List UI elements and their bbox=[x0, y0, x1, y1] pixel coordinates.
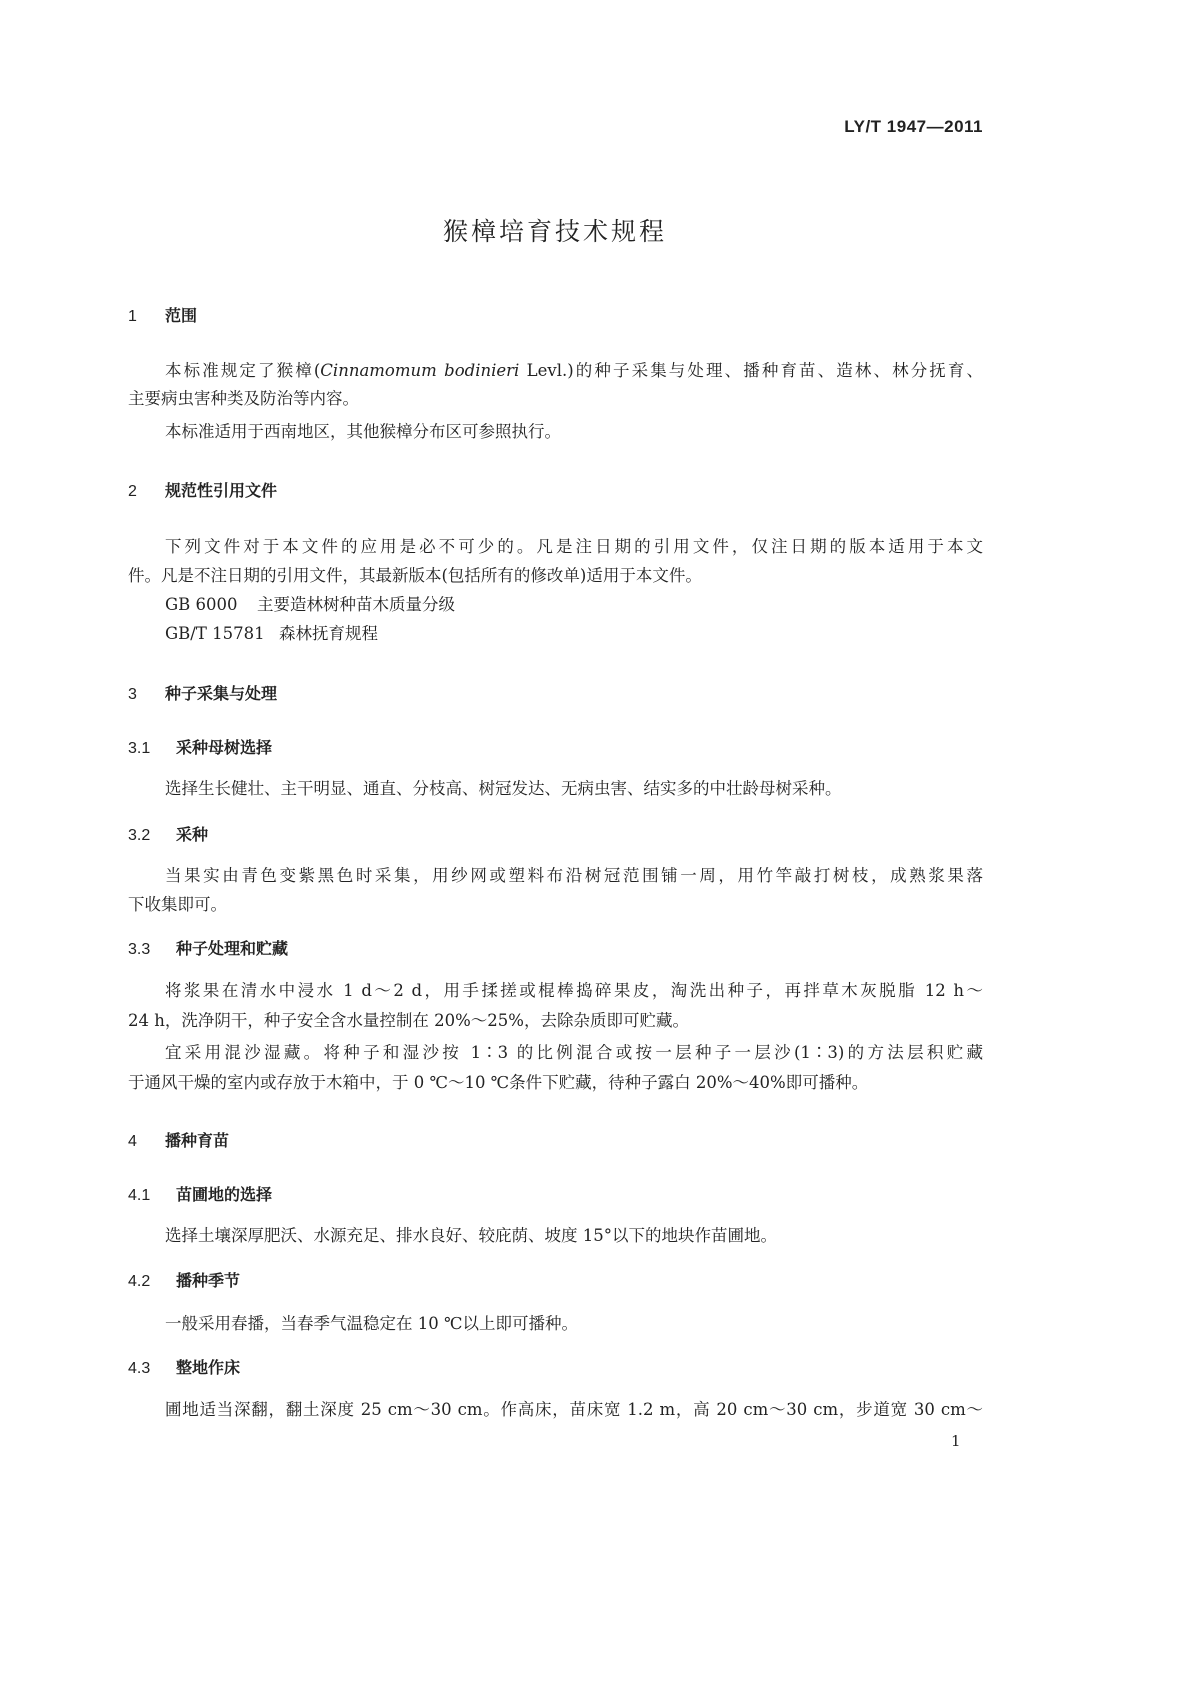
section-title: 苗圃地的选择 bbox=[176, 1185, 273, 1204]
section-title: 整地作床 bbox=[176, 1358, 241, 1377]
reference-code: GB 6000 bbox=[165, 595, 238, 614]
section-title: 范围 bbox=[165, 306, 198, 325]
paragraph-line: 件。凡是不注日期的引用文件，其最新版本(包括所有的修改单)适用于本文件。 bbox=[128, 566, 702, 585]
section-heading-4 bbox=[128, 1128, 229, 1151]
standard-number: LY/T 1947—2011 bbox=[844, 117, 983, 136]
section-number: 3.3 bbox=[128, 941, 151, 958]
reference-title: 森林抚育规程 bbox=[279, 624, 378, 643]
reference-item bbox=[165, 594, 455, 616]
section-number: 3 bbox=[128, 686, 137, 703]
section-number: 4.1 bbox=[128, 1187, 151, 1204]
paragraph-line: 本标准适用于西南地区，其他猴樟分布区可参照执行。 bbox=[165, 422, 561, 441]
reference-item bbox=[165, 623, 378, 645]
paragraph-line: 选择土壤深厚肥沃、水源充足、排水良好、较庇荫、坡度 15°以下的地块作苗圃地。 bbox=[165, 1226, 777, 1245]
section-heading-4-1 bbox=[128, 1182, 272, 1205]
paragraph-line: 下列文件对于本文件的应用是必不可少的。凡是注日期的引用文件，仅注日期的版本适用于本文 bbox=[165, 537, 983, 556]
section-heading-4-3 bbox=[128, 1355, 240, 1378]
section-number: 4.2 bbox=[128, 1273, 151, 1290]
paragraph-line: 将浆果在清水中浸水 1 d～2 d，用手揉搓或棍棒捣碎果皮，淘洗出种子，再拌草木灰脱脂 12 h～ bbox=[165, 981, 983, 1000]
text: Levl.)的种子采集与处理、播种育苗、造林、林分抚育、 bbox=[519, 361, 984, 380]
section-title: 播种季节 bbox=[176, 1271, 241, 1290]
section-title: 种子处理和贮藏 bbox=[176, 939, 289, 958]
paragraph-line: 24 h，洗净阴干，种子安全含水量控制在 20%～25%，去除杂质即可贮藏。 bbox=[128, 1011, 689, 1030]
section-number: 1 bbox=[128, 308, 137, 325]
paragraph-line: 主要病虫害种类及防治等内容。 bbox=[128, 389, 359, 408]
section-heading-3-3 bbox=[128, 936, 288, 959]
section-title: 采种 bbox=[176, 825, 209, 844]
paragraph-line: 下收集即可。 bbox=[128, 895, 227, 914]
reference-code: GB/T 15781 bbox=[165, 624, 265, 643]
page-number: 1 bbox=[951, 1432, 961, 1450]
paragraph-line: 于通风干燥的室内或存放于木箱中，于 0 ℃～10 ℃条件下贮藏，待种子露白 20%～40%即可播种。 bbox=[128, 1073, 869, 1092]
section-title: 规范性引用文件 bbox=[165, 481, 278, 500]
section-title: 采种母树选择 bbox=[176, 738, 273, 757]
paragraph-line bbox=[165, 360, 983, 382]
section-number: 4.3 bbox=[128, 1360, 151, 1377]
document-title: 猴樟培育技术规程 bbox=[442, 217, 667, 246]
section-number: 3.1 bbox=[128, 740, 151, 757]
latin-name: Cinnamomum bodinieri bbox=[320, 361, 520, 380]
section-heading-1 bbox=[128, 303, 197, 326]
section-title: 播种育苗 bbox=[165, 1131, 230, 1150]
paragraph-line: 选择生长健壮、主干明显、通直、分枝高、树冠发达、无病虫害、结实多的中壮龄母树采种。 bbox=[165, 779, 842, 798]
section-heading-2 bbox=[128, 478, 277, 501]
reference-title: 主要造林树种苗木质量分级 bbox=[257, 595, 455, 614]
text: 本标准规定了猴樟( bbox=[165, 361, 321, 380]
paragraph-line: 当果实由青色变紫黑色时采集，用纱网或塑料布沿树冠范围铺一周，用竹竿敲打树枝，成熟浆果落 bbox=[165, 866, 983, 885]
section-number: 4 bbox=[128, 1133, 137, 1150]
section-heading-3 bbox=[128, 681, 277, 704]
section-heading-4-2 bbox=[128, 1268, 240, 1291]
section-heading-3-1 bbox=[128, 735, 272, 758]
paragraph-line: 圃地适当深翻，翻土深度 25 cm～30 cm。作高床，苗床宽 1.2 m，高 20 cm～30 cm，步道宽 30 cm～ bbox=[165, 1400, 983, 1419]
section-number: 3.2 bbox=[128, 827, 151, 844]
section-title: 种子采集与处理 bbox=[165, 684, 278, 703]
paragraph-line: 宜采用混沙湿藏。将种子和湿沙按 1∶3 的比例混合或按一层种子一层沙(1∶3)的方法层积贮藏 bbox=[165, 1043, 983, 1062]
section-heading-3-2 bbox=[128, 822, 208, 845]
paragraph-line: 一般采用春播，当春季气温稳定在 10 ℃以上即可播种。 bbox=[165, 1314, 578, 1333]
section-number: 2 bbox=[128, 483, 137, 500]
